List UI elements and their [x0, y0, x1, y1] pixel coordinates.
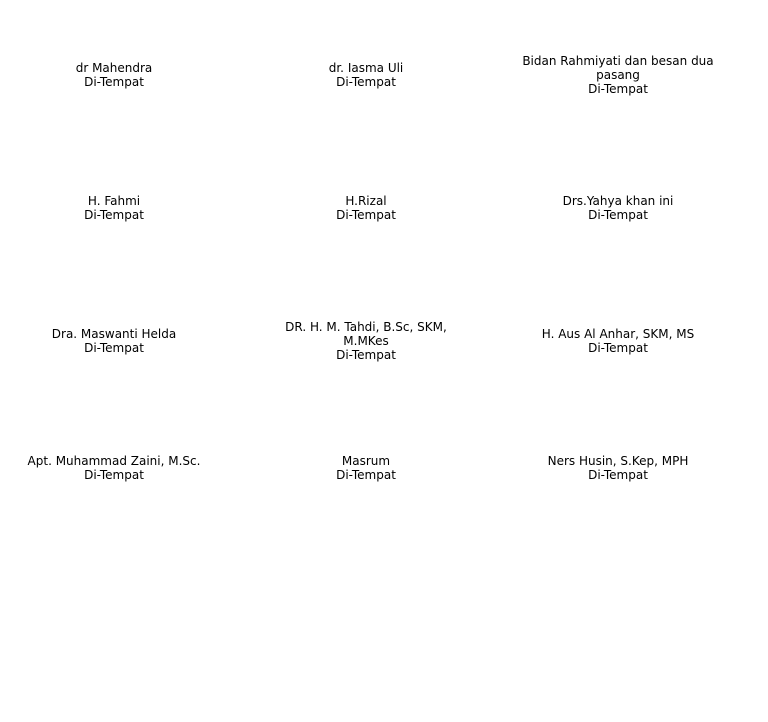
recipient-place: Di-Tempat	[84, 468, 144, 482]
recipient-name: Drs.Yahya khan ini	[562, 194, 674, 208]
recipient-name: Ners Husin, S.Kep, MPH	[547, 454, 689, 468]
address-label	[503, 327, 733, 355]
address-label	[503, 454, 733, 482]
address-label	[0, 454, 229, 482]
recipient-place: Di-Tempat	[588, 208, 648, 222]
recipient-name: Apt. Muhammad Zaini, M.Sc.	[27, 454, 201, 468]
address-label	[0, 327, 229, 355]
recipient-name: dr. Iasma Uli	[328, 61, 404, 75]
recipient-name: DR. H. M. Tahdi, B.Sc, SKM, M.MKes	[285, 320, 447, 348]
recipient-place: Di-Tempat	[336, 468, 396, 482]
address-label	[276, 320, 456, 362]
recipient-place: Di-Tempat	[588, 341, 648, 355]
recipient-name: H. Fahmi	[87, 194, 141, 208]
recipient-name: H.Rizal	[345, 194, 387, 208]
recipient-place: Di-Tempat	[84, 75, 144, 89]
address-label	[503, 194, 733, 222]
recipient-place: Di-Tempat	[588, 468, 648, 482]
address-label	[0, 194, 229, 222]
recipient-place: Di-Tempat	[588, 82, 648, 96]
recipient-place: Di-Tempat	[84, 208, 144, 222]
recipient-name: Masrum	[341, 454, 391, 468]
recipient-place: Di-Tempat	[336, 208, 396, 222]
address-label	[251, 454, 481, 482]
recipient-name: Bidan Rahmiyati dan besan dua pasang	[522, 54, 714, 82]
address-label	[0, 61, 229, 89]
recipient-place: Di-Tempat	[84, 341, 144, 355]
recipient-name: H. Aus Al Anhar, SKM, MS	[541, 327, 695, 341]
address-label	[251, 194, 481, 222]
recipient-place: Di-Tempat	[336, 75, 396, 89]
address-label	[251, 61, 481, 89]
recipient-name: dr Mahendra	[75, 61, 153, 75]
address-label	[513, 54, 723, 96]
recipient-place: Di-Tempat	[336, 348, 396, 362]
recipient-name: Dra. Maswanti Helda	[51, 327, 177, 341]
